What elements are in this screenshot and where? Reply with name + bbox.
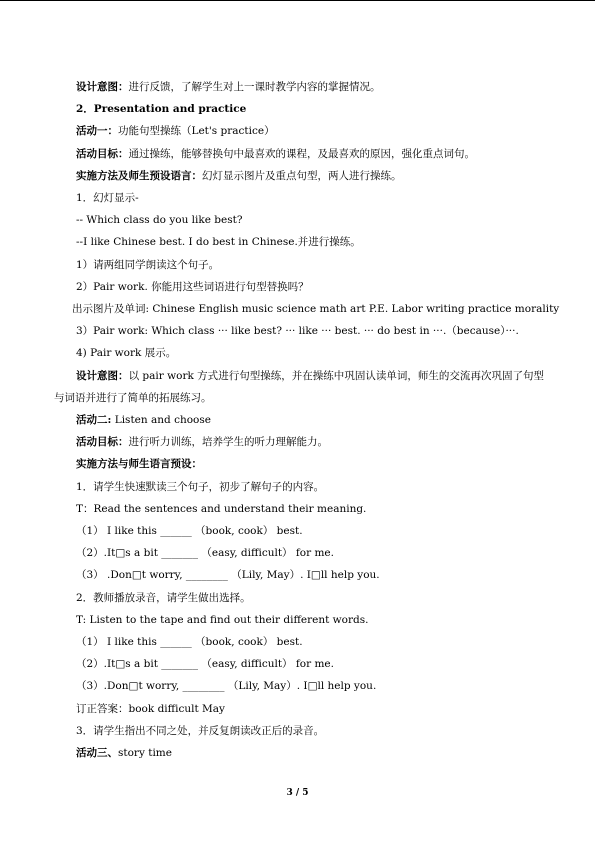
paragraph: T：Read the sentences and understand their meaning.: [76, 502, 367, 515]
paragraph: 设计意图：进行反馈，了解学生对上一课时教学内容的掌握情况。: [76, 81, 381, 93]
paragraph: 1．幻灯显示-: [76, 192, 139, 205]
page-body: [54, 76, 560, 764]
page-number: 3 / 5: [286, 788, 309, 798]
paragraph: 3）Pair work: Which class ··· like best? ··· like ··· best. ··· do best in ···.（because）···.: [76, 325, 519, 338]
list-item: （1） I like this ______ （book, cook） best.: [76, 525, 303, 538]
paragraph: 3．请学生指出不同之处，并反复朗读改正后的录音。: [76, 724, 325, 737]
list-item: （2）.It□s a bit _______ （easy, difficult） for me.: [76, 658, 334, 671]
list-item: （3）.Don□t worry, ________ （Lily, May）. I□ll help you.: [76, 680, 377, 693]
list-item: （1） I like this ______ （book, cook） best.: [76, 636, 303, 649]
paragraph: 2）Pair work. 你能用这些词语进行句型替换吗？: [76, 280, 309, 293]
paragraph: 活动目标：进行听力训练，培养学生的听力理解能力。: [76, 436, 328, 449]
paragraph: 实施方法及师生预设语言：幻灯显示图片及重点句型，两人进行操练。: [76, 169, 402, 182]
paragraph: --I like Chinese best. I do best in Chinese.并进行操练。: [76, 236, 361, 249]
top-border: [0, 0, 595, 1]
paragraph: 1．请学生快速默读三个句子，初步了解句子的内容。: [76, 480, 325, 493]
paragraph: 活动一：功能句型操练（Let's practice）: [76, 125, 275, 138]
paragraph: -- Which class do you like best?: [76, 214, 243, 227]
paragraph: 活动二: Listen and choose: [76, 414, 211, 427]
section-heading: 2．Presentation and practice: [76, 103, 247, 116]
paragraph: 4) Pair work 展示。: [76, 347, 177, 360]
paragraph: 活动目标：通过操练，能够替换句中最喜欢的课程，及最喜欢的原因，强化重点词句。: [76, 147, 475, 160]
paragraph: 设计意图：以 pair work 方式进行句型操练，并在操练中巩固认读单词，师生的交流再次巩固了句型与词语并进行了简单的拓展练习。: [54, 369, 545, 404]
list-item: （2）.It□s a bit _______ （easy, difficult） for me.: [76, 547, 334, 560]
paragraph: 出示图片及单词: Chinese English music science math art P.E. Labor writing practice morality: [72, 303, 560, 316]
paragraph: 1）请两组同学朗读这个句子。: [76, 258, 220, 271]
paragraph: T: Listen to the tape and find out their different words.: [76, 613, 369, 626]
paragraph: 活动三、story time: [76, 747, 172, 760]
paragraph: 2．教师播放录音，请学生做出选择。: [76, 591, 251, 604]
list-item: （3） .Don□t worry, ________ （Lily, May）. I□ll help you.: [76, 569, 380, 582]
paragraph: 订正答案：book difficult May: [76, 702, 225, 715]
paragraph: 实施方法与师生语言预设：: [76, 458, 202, 471]
